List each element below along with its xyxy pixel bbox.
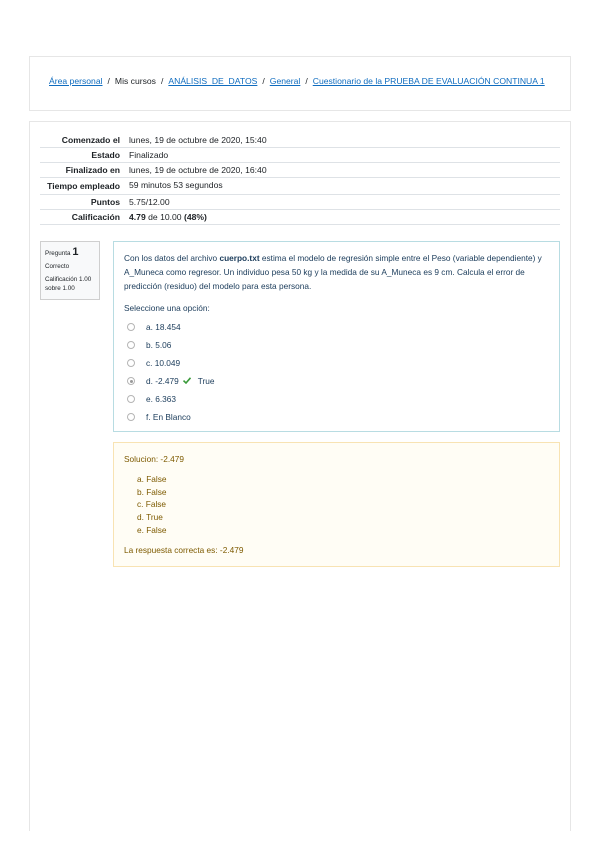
question-text [124,251,549,293]
summary-value: 5.75/12.00 [129,197,170,207]
feedback-item: c. False [137,499,167,510]
summary-row-finished [40,163,560,178]
breadcrumb-item-mis-cursos: Mis cursos [114,76,156,86]
attempt-summary-table [40,133,560,225]
feedback-item: a. False [137,474,167,484]
radio-button[interactable] [127,395,135,403]
answer-option-b[interactable] [124,336,549,354]
summary-value [125,210,560,224]
summary-value: Finalizado [129,150,169,160]
question-content [113,241,560,432]
option-label: b. 5.06 [146,340,172,350]
summary-row-state [40,148,560,163]
summary-key: Finalizado en [65,165,120,175]
answer-option-e[interactable] [124,390,549,408]
summary-key: Estado [91,150,120,160]
summary-value: 59 minutos 53 segundos [129,180,223,190]
summary-key: Puntos [90,197,120,207]
breadcrumb-separator: / [107,76,110,86]
breadcrumb-separator: / [262,76,265,86]
question-text-part: estima el modelo de regresión simple entre el Peso (variable dependiente) y A_Muneca como regresor. Un individuo pesa 50 kg y la medida de su A_Muneca es 9 cm. Calcula el error de predicción (residuo) del modelo para esta persona. [124,253,542,291]
feedback-list [137,473,549,536]
question-number: 1 [72,246,79,258]
question-status: Correcto [45,263,70,270]
option-feedback: True [197,376,215,386]
answer-option-a[interactable] [124,318,549,336]
option-label: d. -2.479 [146,376,179,386]
feedback-panel [113,442,560,567]
summary-row-marks [40,195,560,210]
breadcrumb-card [29,56,571,111]
correct-answer: La respuesta correcta es: -2.479 [124,545,244,556]
summary-key: Tiempo empleado [47,181,120,191]
breadcrumb [49,76,545,86]
breadcrumb-item-course[interactable]: ANÁLISIS_DE_DATOS [168,76,258,86]
option-label: a. 18.454 [146,322,181,332]
option-label: f. En Blanco [146,412,191,422]
summary-value: lunes, 19 de octubre de 2020, 16:40 [129,165,267,175]
option-label: e. 6.363 [146,394,176,404]
grade-middle: de 10.00 [145,212,184,222]
breadcrumb-item-general[interactable]: General [269,76,301,86]
answer-prompt: Seleccione una opción: [124,303,210,313]
question-label: Pregunta [45,250,71,257]
summary-key: Comenzado el [61,135,120,145]
breadcrumb-item-quiz[interactable]: Cuestionario de la PRUEBA DE EVALUACIÓN CONTINUA 1 [312,76,545,86]
feedback-item: b. False [137,486,167,497]
grade-percent: (48%) [183,212,207,222]
answer-options [124,318,549,426]
feedback-solution: Solucion: -2.479 [124,454,184,464]
breadcrumb-separator: / [305,76,308,86]
radio-button[interactable] [127,323,135,331]
answer-option-f[interactable] [124,408,549,426]
breadcrumb-item-area-personal[interactable]: Área personal [49,76,103,86]
option-label: c. 10.049 [146,358,181,368]
summary-value: lunes, 19 de octubre de 2020, 15:40 [129,135,267,145]
grade-score: 4.79 [129,212,146,222]
radio-button-selected[interactable] [127,377,135,385]
feedback-item: d. True [137,512,163,523]
question-info-panel [40,241,100,300]
feedback-item: e. False [137,524,167,535]
radio-button[interactable] [127,341,135,349]
question-text-part: Con los datos del archivo [124,253,220,263]
radio-button[interactable] [127,359,135,367]
radio-button[interactable] [127,413,135,421]
question-file-name: cuerpo.txt [219,253,260,263]
question-score: Calificación 1.00 sobre 1.00 [45,276,92,292]
answer-option-c[interactable] [124,354,549,372]
answer-option-d[interactable] [124,372,549,390]
summary-row-time-taken [40,178,560,195]
summary-row-grade [40,210,560,225]
checkmark-icon [183,377,191,386]
summary-key: Calificación [71,212,120,222]
summary-row-started [40,133,560,148]
breadcrumb-separator: / [160,76,164,86]
